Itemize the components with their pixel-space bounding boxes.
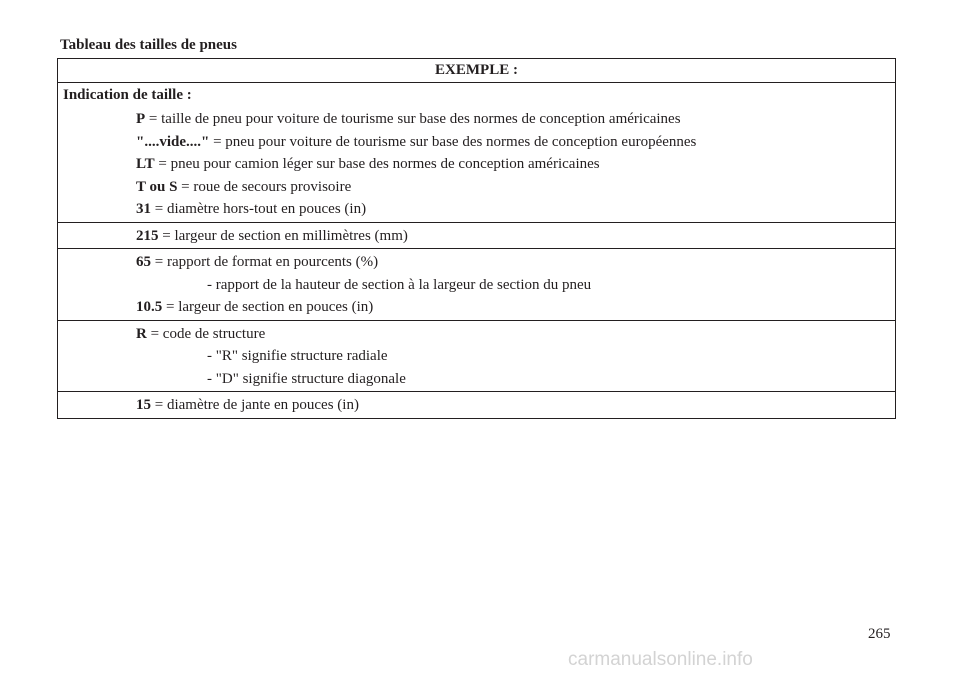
page-title: Tableau des tailles de pneus: [60, 37, 237, 53]
table-line: [58, 368, 895, 391]
page-number: 265: [868, 626, 891, 642]
table-line: [58, 274, 895, 297]
size-description: = pneu pour camion léger sur base des normes de conception américaines: [154, 156, 600, 172]
size-indication-row: [58, 82, 895, 106]
size-description: = code de structure: [146, 325, 266, 342]
table-sections: [58, 106, 895, 418]
table-header: EXEMPLE :: [435, 62, 518, 78]
size-code: 215: [136, 227, 159, 244]
size-description: = largeur de section en millimètres (mm): [158, 227, 408, 244]
table-line: [58, 131, 895, 154]
size-indication-label: Indication de taille :: [63, 87, 192, 103]
size-description: = largeur de section en pouces (in): [162, 299, 374, 315]
size-description: = pneu pour voiture de tourisme sur base des normes de conception européennes: [209, 133, 697, 150]
table-section: [58, 248, 895, 320]
size-description: = rapport de format en pourcents (%): [151, 254, 379, 270]
table-line: [58, 198, 895, 221]
size-description: - "R" signifie structure radiale: [207, 348, 388, 364]
table-line: [58, 345, 895, 368]
size-description: - "D" signifie structure diagonale: [207, 370, 406, 387]
size-description: = taille de pneu pour voiture de tourisme sur base des normes de conception américaines: [145, 111, 681, 127]
size-code: 65: [136, 254, 151, 270]
table-line: [58, 296, 895, 319]
table-line: [58, 225, 895, 248]
size-code: LT: [136, 156, 155, 172]
size-code: T ou S: [136, 178, 178, 195]
size-code: 15: [136, 397, 151, 413]
watermark: carmanualsonline.info: [568, 649, 753, 670]
table-section: [58, 222, 895, 249]
size-code: 31: [136, 201, 151, 217]
table-line: [58, 394, 895, 417]
table-section: [58, 320, 895, 392]
table-line: [58, 153, 895, 176]
size-code: "....vide....": [136, 133, 210, 150]
tire-size-table: [57, 58, 896, 419]
size-description: - rapport de la hauteur de section à la largeur de section du pneu: [207, 276, 592, 293]
table-section: [58, 391, 895, 418]
table-line: [58, 251, 895, 274]
size-code: R: [136, 325, 147, 342]
size-description: = diamètre de jante en pouces (in): [151, 397, 359, 413]
size-description: = roue de secours provisoire: [177, 178, 352, 195]
table-line: [58, 323, 895, 346]
table-line: [58, 108, 895, 131]
size-code: P: [136, 111, 146, 127]
table-section: [58, 106, 895, 222]
size-code: 10.5: [136, 299, 163, 315]
size-description: = diamètre hors-tout en pouces (in): [151, 201, 367, 217]
table-line: [58, 176, 895, 199]
